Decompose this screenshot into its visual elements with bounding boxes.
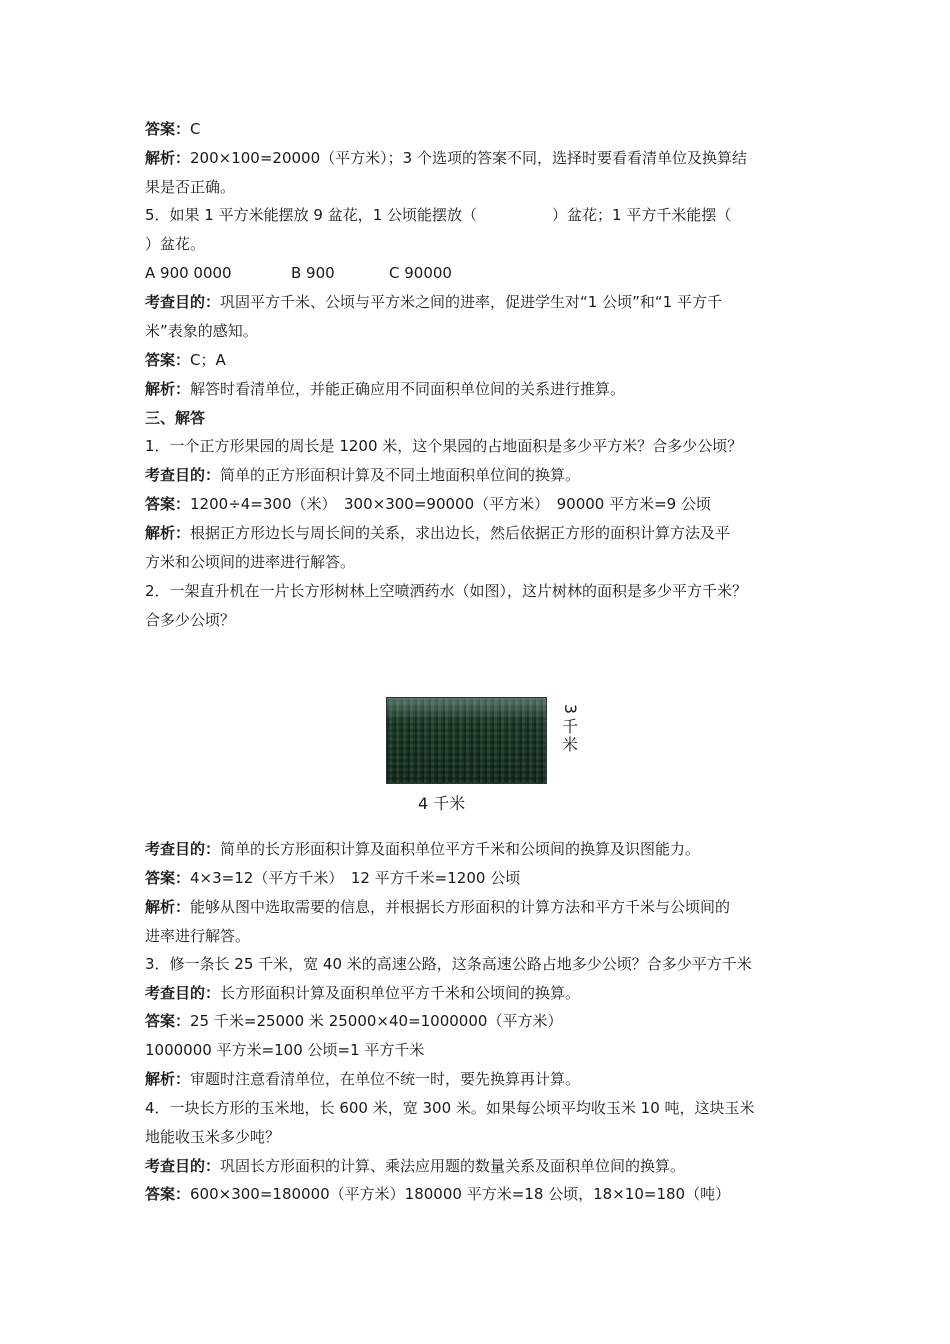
- section-heading: 三、解答: [145, 409, 206, 427]
- question-1: 1．一个正方形果园的周长是 1200 米，这个果园的占地面积是多少平方米？合多少公顷？: [145, 437, 743, 455]
- answer-line: 答案：1200÷4=300（米） 300×300=90000（平方米） 90000 平方米=9 公顷: [145, 495, 711, 513]
- purpose-line: 考查目的：巩固平方千米、公顷与平方米之间的进率，促进学生对“1 公顷”和“1 平方千: [145, 293, 722, 311]
- answer-line: 答案：C: [145, 120, 201, 138]
- height-label: 3 千 米: [561, 703, 580, 754]
- purpose-line: 考查目的：简单的长方形面积计算及面积单位平方千米和公顷间的换算及识图能力。: [145, 840, 701, 858]
- analysis-line: 解析：解答时看清单位，并能正确应用不同面积单位间的关系进行推算。: [145, 380, 626, 398]
- purpose-line: 考查目的：长方形面积计算及面积单位平方千米和公顷间的换算。: [145, 984, 581, 1002]
- question-4: 4．一块长方形的玉米地，长 600 米，宽 300 米。如果每公顷平均收玉米 10 吨，这块玉米: [145, 1099, 755, 1117]
- text-line: 方米和公顷间的进率进行解答。: [145, 553, 356, 571]
- text-line: 米”表象的感知。: [145, 322, 258, 340]
- text-line: 地能收玉米多少吨？: [145, 1128, 281, 1146]
- option-b: B 900: [291, 264, 335, 282]
- analysis-line: 解析：根据正方形边长与周长间的关系，求出边长，然后依据正方形的面积计算方法及平: [145, 524, 731, 542]
- width-label: 4 千米: [418, 794, 466, 813]
- question-3: 3．修一条长 25 千米，宽 40 米的高速公路，这条高速公路占地多少公顷？合多少平方千米: [145, 955, 752, 973]
- question-2: 2．一架直升机在一片长方形树林上空喷洒药水（如图），这片树林的面积是多少平方千米？: [145, 582, 748, 600]
- question-5: 5．如果 1 平方米能摆放 9 盆花，1 公顷能摆放（ ）盆花；1 平方千米能摆（: [145, 206, 732, 224]
- option-c: C 90000: [389, 264, 452, 282]
- option-a: A 900 0000: [145, 264, 232, 282]
- options-line: [145, 263, 452, 283]
- text-line: 进率进行解答。: [145, 927, 251, 945]
- text-line: 果是否正确。: [145, 178, 236, 196]
- text-line: 1000000 平方米=100 公顷=1 平方千米: [145, 1041, 425, 1059]
- analysis-line: 解析：能够从图中选取需要的信息，并根据长方形面积的计算方法和平方千米与公顷间的: [145, 898, 731, 916]
- text-line: ）盆花。: [145, 235, 206, 253]
- purpose-line: 考查目的：巩固长方形面积的计算、乘法应用题的数量关系及面积单位间的换算。: [145, 1157, 686, 1175]
- purpose-line: 考查目的：简单的正方形面积计算及不同土地面积单位间的换算。: [145, 466, 581, 484]
- answer-line: 答案：25 千米=25000 米 25000×40=1000000（平方米）: [145, 1012, 563, 1030]
- text-line: 合多少公顷？: [145, 611, 236, 629]
- forest-image: [386, 697, 547, 784]
- answer-line: 答案：C；A: [145, 351, 226, 369]
- answer-line: 答案：600×300=180000（平方米）180000 平方米=18 公顷，18×10=180（吨）: [145, 1185, 731, 1203]
- answer-line: 答案：4×3=12（平方千米） 12 平方千米=1200 公顷: [145, 869, 521, 887]
- analysis-line: 解析：审题时注意看清单位，在单位不统一时，要先换算再计算。: [145, 1070, 581, 1088]
- analysis-line: 解析：200×100=20000（平方米）；3 个选项的答案不同，选择时要看看清单位及换算结: [145, 149, 747, 167]
